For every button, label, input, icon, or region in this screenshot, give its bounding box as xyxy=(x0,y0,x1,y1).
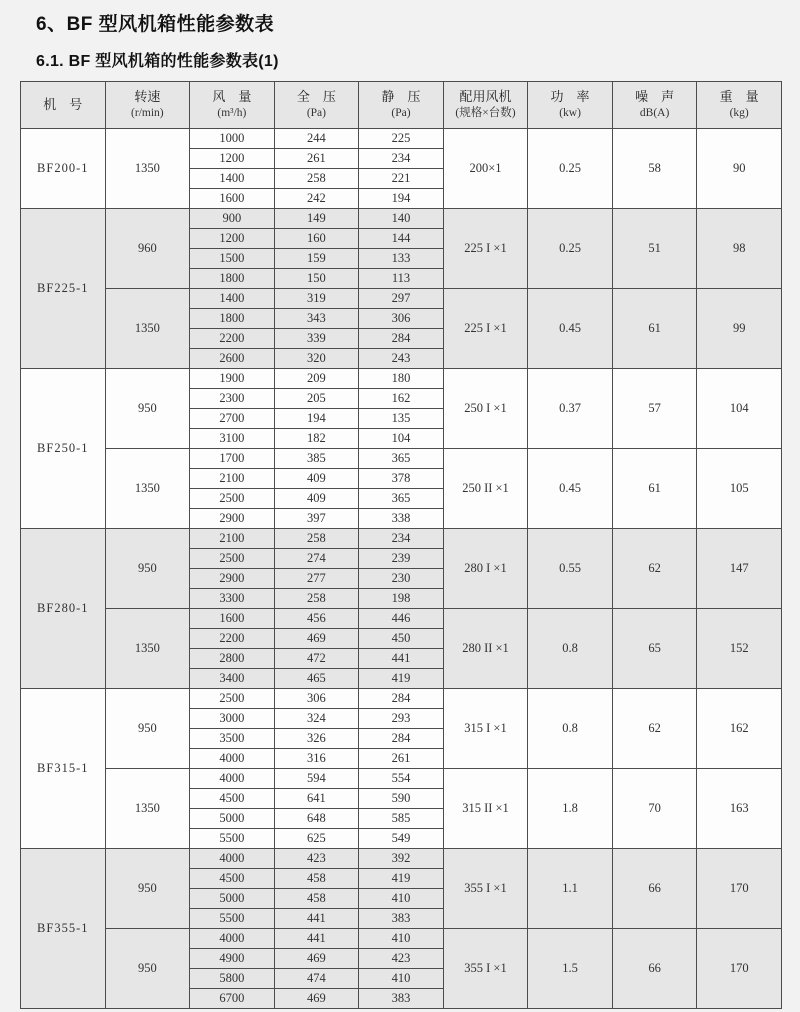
total-pressure-cell: 469 xyxy=(274,629,359,649)
fan-spec-cell: 250 II ×1 xyxy=(443,449,528,529)
total-pressure-cell: 441 xyxy=(274,909,359,929)
noise-cell: 61 xyxy=(612,449,697,529)
static-pressure-cell: 419 xyxy=(359,669,444,689)
header-row xyxy=(21,82,782,129)
static-pressure-cell: 585 xyxy=(359,809,444,829)
flow-cell: 3300 xyxy=(190,589,275,609)
flow-cell: 2200 xyxy=(190,329,275,349)
flow-cell: 2100 xyxy=(190,529,275,549)
static-pressure-cell: 234 xyxy=(359,149,444,169)
flow-cell: 2500 xyxy=(190,489,275,509)
power-cell: 0.25 xyxy=(528,129,613,209)
weight-cell: 98 xyxy=(697,209,782,289)
static-pressure-cell: 198 xyxy=(359,589,444,609)
total-pressure-cell: 441 xyxy=(274,929,359,949)
static-pressure-cell: 383 xyxy=(359,909,444,929)
static-pressure-cell: 410 xyxy=(359,929,444,949)
table-row xyxy=(21,529,782,549)
total-pressure-cell: 458 xyxy=(274,889,359,909)
noise-cell: 57 xyxy=(612,369,697,449)
model-cell: BF355-1 xyxy=(21,849,106,1009)
col-header-noise: 噪 声 dB(A) xyxy=(612,82,697,129)
flow-cell: 2600 xyxy=(190,349,275,369)
speed-cell: 950 xyxy=(105,849,190,929)
static-pressure-cell: 234 xyxy=(359,529,444,549)
speed-cell: 1350 xyxy=(105,289,190,369)
noise-cell: 66 xyxy=(612,929,697,1009)
flow-cell: 3100 xyxy=(190,429,275,449)
fan-spec-cell: 280 I ×1 xyxy=(443,529,528,609)
table-row xyxy=(21,209,782,229)
fan-spec-cell: 280 II ×1 xyxy=(443,609,528,689)
noise-cell: 58 xyxy=(612,129,697,209)
total-pressure-cell: 205 xyxy=(274,389,359,409)
total-pressure-cell: 423 xyxy=(274,849,359,869)
weight-cell: 162 xyxy=(697,689,782,769)
static-pressure-cell: 383 xyxy=(359,989,444,1009)
fan-spec-cell: 315 II ×1 xyxy=(443,769,528,849)
speed-cell: 1350 xyxy=(105,129,190,209)
static-pressure-cell: 230 xyxy=(359,569,444,589)
flow-cell: 4500 xyxy=(190,869,275,889)
static-pressure-cell: 365 xyxy=(359,449,444,469)
static-pressure-cell: 243 xyxy=(359,349,444,369)
power-cell: 1.8 xyxy=(528,769,613,849)
static-pressure-cell: 450 xyxy=(359,629,444,649)
static-pressure-cell: 194 xyxy=(359,189,444,209)
static-pressure-cell: 284 xyxy=(359,329,444,349)
spec-table-body xyxy=(21,129,782,1009)
flow-cell: 4900 xyxy=(190,949,275,969)
model-cell: BF200-1 xyxy=(21,129,106,209)
power-cell: 0.37 xyxy=(528,369,613,449)
total-pressure-cell: 306 xyxy=(274,689,359,709)
flow-cell: 1200 xyxy=(190,229,275,249)
total-pressure-cell: 319 xyxy=(274,289,359,309)
power-cell: 0.45 xyxy=(528,289,613,369)
total-pressure-cell: 326 xyxy=(274,729,359,749)
total-pressure-cell: 472 xyxy=(274,649,359,669)
total-pressure-cell: 274 xyxy=(274,549,359,569)
static-pressure-cell: 221 xyxy=(359,169,444,189)
fan-spec-cell: 315 I ×1 xyxy=(443,689,528,769)
total-pressure-cell: 648 xyxy=(274,809,359,829)
total-pressure-cell: 465 xyxy=(274,669,359,689)
total-pressure-cell: 469 xyxy=(274,989,359,1009)
flow-cell: 5800 xyxy=(190,969,275,989)
weight-cell: 105 xyxy=(697,449,782,529)
speed-cell: 1350 xyxy=(105,449,190,529)
static-pressure-cell: 410 xyxy=(359,969,444,989)
col-header-speed: 转速 (r/min) xyxy=(105,82,190,129)
total-pressure-cell: 244 xyxy=(274,129,359,149)
flow-cell: 4000 xyxy=(190,929,275,949)
power-cell: 0.8 xyxy=(528,609,613,689)
flow-cell: 1400 xyxy=(190,289,275,309)
flow-cell: 2200 xyxy=(190,629,275,649)
total-pressure-cell: 150 xyxy=(274,269,359,289)
flow-cell: 3400 xyxy=(190,669,275,689)
fan-spec-cell: 200×1 xyxy=(443,129,528,209)
noise-cell: 70 xyxy=(612,769,697,849)
static-pressure-cell: 140 xyxy=(359,209,444,229)
table-row xyxy=(21,289,782,309)
col-header-flow: 风 量 (m³/h) xyxy=(190,82,275,129)
total-pressure-cell: 458 xyxy=(274,869,359,889)
flow-cell: 900 xyxy=(190,209,275,229)
total-pressure-cell: 474 xyxy=(274,969,359,989)
model-cell: BF225-1 xyxy=(21,209,106,369)
flow-cell: 5500 xyxy=(190,909,275,929)
col-header-total_pressure: 全 压 (Pa) xyxy=(274,82,359,129)
speed-cell: 960 xyxy=(105,209,190,289)
static-pressure-cell: 423 xyxy=(359,949,444,969)
table-row xyxy=(21,929,782,949)
flow-cell: 4000 xyxy=(190,849,275,869)
col-header-weight: 重 量 (kg) xyxy=(697,82,782,129)
table-row xyxy=(21,609,782,629)
total-pressure-cell: 194 xyxy=(274,409,359,429)
page-title: 6、BF 型风机箱性能参数表 xyxy=(36,14,275,35)
total-pressure-cell: 261 xyxy=(274,149,359,169)
flow-cell: 1700 xyxy=(190,449,275,469)
total-pressure-cell: 258 xyxy=(274,589,359,609)
speed-cell: 950 xyxy=(105,369,190,449)
flow-cell: 1000 xyxy=(190,129,275,149)
flow-cell: 5000 xyxy=(190,809,275,829)
static-pressure-cell: 378 xyxy=(359,469,444,489)
fan-spec-cell: 355 I ×1 xyxy=(443,929,528,1009)
static-pressure-cell: 293 xyxy=(359,709,444,729)
fan-spec-cell: 355 I ×1 xyxy=(443,849,528,929)
flow-cell: 1800 xyxy=(190,269,275,289)
static-pressure-cell: 338 xyxy=(359,509,444,529)
noise-cell: 61 xyxy=(612,289,697,369)
flow-cell: 1200 xyxy=(190,149,275,169)
power-cell: 0.25 xyxy=(528,209,613,289)
static-pressure-cell: 284 xyxy=(359,689,444,709)
table-row xyxy=(21,689,782,709)
total-pressure-cell: 385 xyxy=(274,449,359,469)
static-pressure-cell: 554 xyxy=(359,769,444,789)
table-row xyxy=(21,769,782,789)
speed-cell: 1350 xyxy=(105,769,190,849)
spec-table-header xyxy=(21,82,782,129)
static-pressure-cell: 441 xyxy=(359,649,444,669)
static-pressure-cell: 446 xyxy=(359,609,444,629)
flow-cell: 1600 xyxy=(190,189,275,209)
total-pressure-cell: 456 xyxy=(274,609,359,629)
speed-cell: 950 xyxy=(105,929,190,1009)
flow-cell: 1400 xyxy=(190,169,275,189)
total-pressure-cell: 409 xyxy=(274,489,359,509)
noise-cell: 62 xyxy=(612,689,697,769)
flow-cell: 2100 xyxy=(190,469,275,489)
weight-cell: 163 xyxy=(697,769,782,849)
static-pressure-cell: 261 xyxy=(359,749,444,769)
total-pressure-cell: 625 xyxy=(274,829,359,849)
static-pressure-cell: 549 xyxy=(359,829,444,849)
total-pressure-cell: 343 xyxy=(274,309,359,329)
col-header-fan: 配用风机 (规格×台数) xyxy=(443,82,528,129)
flow-cell: 2700 xyxy=(190,409,275,429)
flow-cell: 2500 xyxy=(190,689,275,709)
static-pressure-cell: 113 xyxy=(359,269,444,289)
total-pressure-cell: 320 xyxy=(274,349,359,369)
weight-cell: 170 xyxy=(697,929,782,1009)
flow-cell: 4500 xyxy=(190,789,275,809)
flow-cell: 1900 xyxy=(190,369,275,389)
flow-cell: 6700 xyxy=(190,989,275,1009)
col-header-static_pressure: 静 压 (Pa) xyxy=(359,82,444,129)
model-cell: BF250-1 xyxy=(21,369,106,529)
flow-cell: 1800 xyxy=(190,309,275,329)
power-cell: 0.8 xyxy=(528,689,613,769)
flow-cell: 1600 xyxy=(190,609,275,629)
static-pressure-cell: 306 xyxy=(359,309,444,329)
static-pressure-cell: 284 xyxy=(359,729,444,749)
total-pressure-cell: 160 xyxy=(274,229,359,249)
flow-cell: 1500 xyxy=(190,249,275,269)
noise-cell: 65 xyxy=(612,609,697,689)
col-header-power: 功 率 (kw) xyxy=(528,82,613,129)
model-cell: BF315-1 xyxy=(21,689,106,849)
flow-cell: 3000 xyxy=(190,709,275,729)
fan-spec-cell: 225 I ×1 xyxy=(443,209,528,289)
static-pressure-cell: 133 xyxy=(359,249,444,269)
flow-cell: 2500 xyxy=(190,549,275,569)
speed-cell: 950 xyxy=(105,689,190,769)
total-pressure-cell: 316 xyxy=(274,749,359,769)
static-pressure-cell: 225 xyxy=(359,129,444,149)
flow-cell: 2300 xyxy=(190,389,275,409)
total-pressure-cell: 641 xyxy=(274,789,359,809)
table-row xyxy=(21,449,782,469)
total-pressure-cell: 277 xyxy=(274,569,359,589)
total-pressure-cell: 182 xyxy=(274,429,359,449)
total-pressure-cell: 258 xyxy=(274,529,359,549)
static-pressure-cell: 135 xyxy=(359,409,444,429)
table-row xyxy=(21,129,782,149)
total-pressure-cell: 339 xyxy=(274,329,359,349)
flow-cell: 4000 xyxy=(190,769,275,789)
spec-table xyxy=(20,81,782,1009)
power-cell: 1.1 xyxy=(528,849,613,929)
flow-cell: 5500 xyxy=(190,829,275,849)
table-row xyxy=(21,849,782,869)
flow-cell: 2900 xyxy=(190,509,275,529)
flow-cell: 3500 xyxy=(190,729,275,749)
table-row xyxy=(21,369,782,389)
total-pressure-cell: 469 xyxy=(274,949,359,969)
noise-cell: 62 xyxy=(612,529,697,609)
total-pressure-cell: 258 xyxy=(274,169,359,189)
static-pressure-cell: 180 xyxy=(359,369,444,389)
static-pressure-cell: 410 xyxy=(359,889,444,909)
static-pressure-cell: 239 xyxy=(359,549,444,569)
power-cell: 0.45 xyxy=(528,449,613,529)
power-cell: 1.5 xyxy=(528,929,613,1009)
total-pressure-cell: 324 xyxy=(274,709,359,729)
static-pressure-cell: 162 xyxy=(359,389,444,409)
weight-cell: 147 xyxy=(697,529,782,609)
static-pressure-cell: 392 xyxy=(359,849,444,869)
weight-cell: 99 xyxy=(697,289,782,369)
total-pressure-cell: 409 xyxy=(274,469,359,489)
weight-cell: 170 xyxy=(697,849,782,929)
static-pressure-cell: 144 xyxy=(359,229,444,249)
fan-spec-cell: 250 I ×1 xyxy=(443,369,528,449)
model-cell: BF280-1 xyxy=(21,529,106,689)
total-pressure-cell: 397 xyxy=(274,509,359,529)
weight-cell: 104 xyxy=(697,369,782,449)
flow-cell: 2900 xyxy=(190,569,275,589)
power-cell: 0.55 xyxy=(528,529,613,609)
static-pressure-cell: 365 xyxy=(359,489,444,509)
flow-cell: 4000 xyxy=(190,749,275,769)
flow-cell: 5000 xyxy=(190,889,275,909)
static-pressure-cell: 104 xyxy=(359,429,444,449)
total-pressure-cell: 159 xyxy=(274,249,359,269)
total-pressure-cell: 594 xyxy=(274,769,359,789)
speed-cell: 950 xyxy=(105,529,190,609)
fan-spec-cell: 225 I ×1 xyxy=(443,289,528,369)
flow-cell: 2800 xyxy=(190,649,275,669)
total-pressure-cell: 209 xyxy=(274,369,359,389)
section-subtitle: 6.1. BF 型风机箱的性能参数表(1) xyxy=(36,53,279,70)
weight-cell: 152 xyxy=(697,609,782,689)
noise-cell: 66 xyxy=(612,849,697,929)
static-pressure-cell: 419 xyxy=(359,869,444,889)
total-pressure-cell: 242 xyxy=(274,189,359,209)
speed-cell: 1350 xyxy=(105,609,190,689)
static-pressure-cell: 297 xyxy=(359,289,444,309)
noise-cell: 51 xyxy=(612,209,697,289)
static-pressure-cell: 590 xyxy=(359,789,444,809)
col-header-model: 机 号 xyxy=(21,82,106,129)
total-pressure-cell: 149 xyxy=(274,209,359,229)
weight-cell: 90 xyxy=(697,129,782,209)
